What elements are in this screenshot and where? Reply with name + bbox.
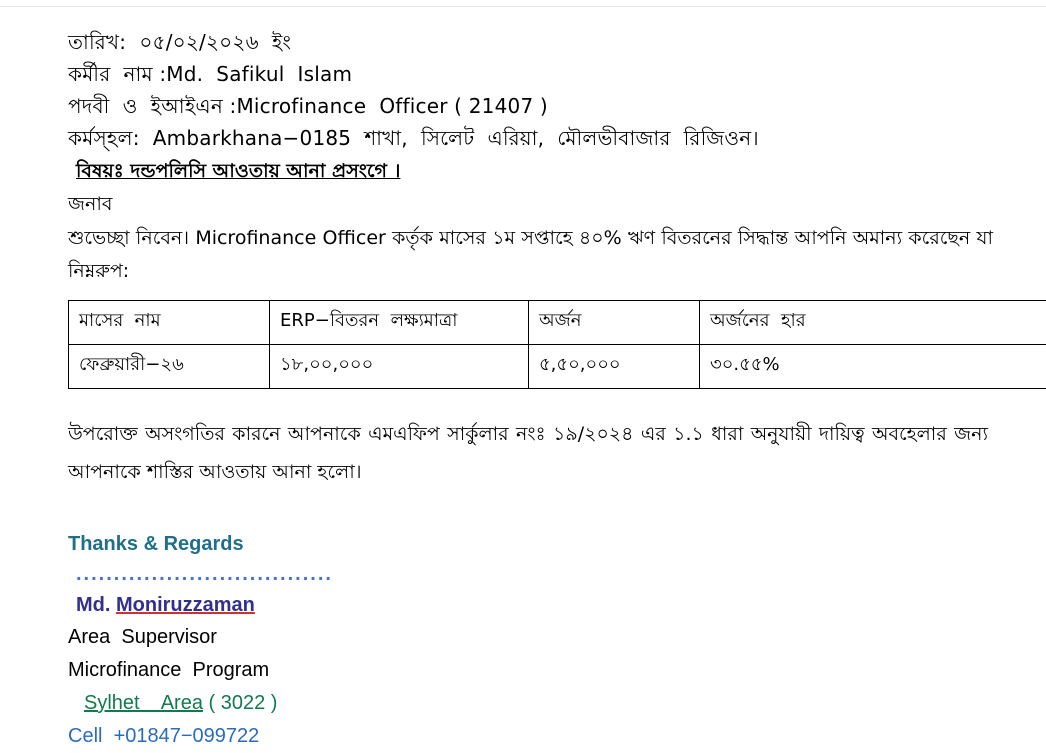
table-header-row: [69, 301, 1046, 345]
header-line-employee-name: কর্মীর নাম :Md. Safikul Islam: [68, 58, 1006, 90]
table-header-month: মাসের নাম: [69, 301, 270, 345]
signer-designation: Area Supervisor: [68, 621, 1006, 654]
header-line-designation-ein: পদবী ও ইআইএন :Microfinance Officer ( 21407 ): [68, 90, 1006, 122]
signer-area-name: Sylhet Area: [84, 692, 203, 714]
signer-program: Microfinance Program: [68, 654, 1006, 687]
signature-divider-dots: ..................................: [76, 559, 1006, 589]
cell-month: ফেব্রুয়ারী−২৬: [69, 345, 270, 389]
cell-achievement: ৫,৫০,০০০: [529, 345, 700, 389]
salutation: জনাব: [68, 188, 1006, 220]
signer-name: [76, 589, 1006, 621]
table-row: [69, 345, 1046, 389]
signer-cell: Cell +01847−099722: [68, 720, 1006, 753]
header-line-date: তারিখ: ০৫/০২/২০২৬ ইং: [68, 26, 1006, 58]
thanks-regards: Thanks & Regards: [68, 529, 1006, 559]
signer-area: [84, 687, 1006, 720]
page-top-edge: [0, 0, 1046, 7]
signer-surname: Moniruzzaman: [116, 594, 255, 616]
body-paragraph: শুভেচ্ছা নিবেন। Microfinance Officer কর্তৃক মাসের ১ম সপ্তাহে ৪০% ঋণ বিতরনের সিদ্ধান্ত আপনি অমান্য করেছেন যা নিম্নরুপ:: [68, 222, 993, 288]
closing-paragraph: উপরোক্ত অসংগতির কারনে আপনাকে এমএফিপ সার্কুলার নংঃ ১৯/২০২৪ এর ১.১ ধারা অনুযায়ী দায়িত্ব অবহেলার জন্য আপনাকে শাস্তির আওতায় আনা হলো।: [68, 415, 988, 491]
signer-name-prefix: Md.: [76, 594, 116, 616]
signer-area-code: ( 3022 ): [203, 692, 277, 714]
cell-target: ১৮,০০,০০০: [270, 345, 529, 389]
signature-block: [68, 529, 1006, 753]
table-header-rate: অর্জনের হার: [700, 301, 1046, 345]
table-header-achievement: অর্জন: [529, 301, 700, 345]
document-subject: বিষয়ঃ দন্ডপলিসি আওতায় আনা প্রসংগে ।: [76, 154, 1006, 188]
table-header-target: ERP−বিতরন লক্ষ্যমাত্রা: [270, 301, 529, 345]
performance-table: [68, 300, 1046, 389]
cell-rate: ৩০.৫৫%: [700, 345, 1046, 389]
header-line-workplace: কর্মস্হল: Ambarkhana−0185 শাখা, সিলেট এরিয়া, মৌলভীবাজার রিজিওন।: [68, 122, 1006, 154]
